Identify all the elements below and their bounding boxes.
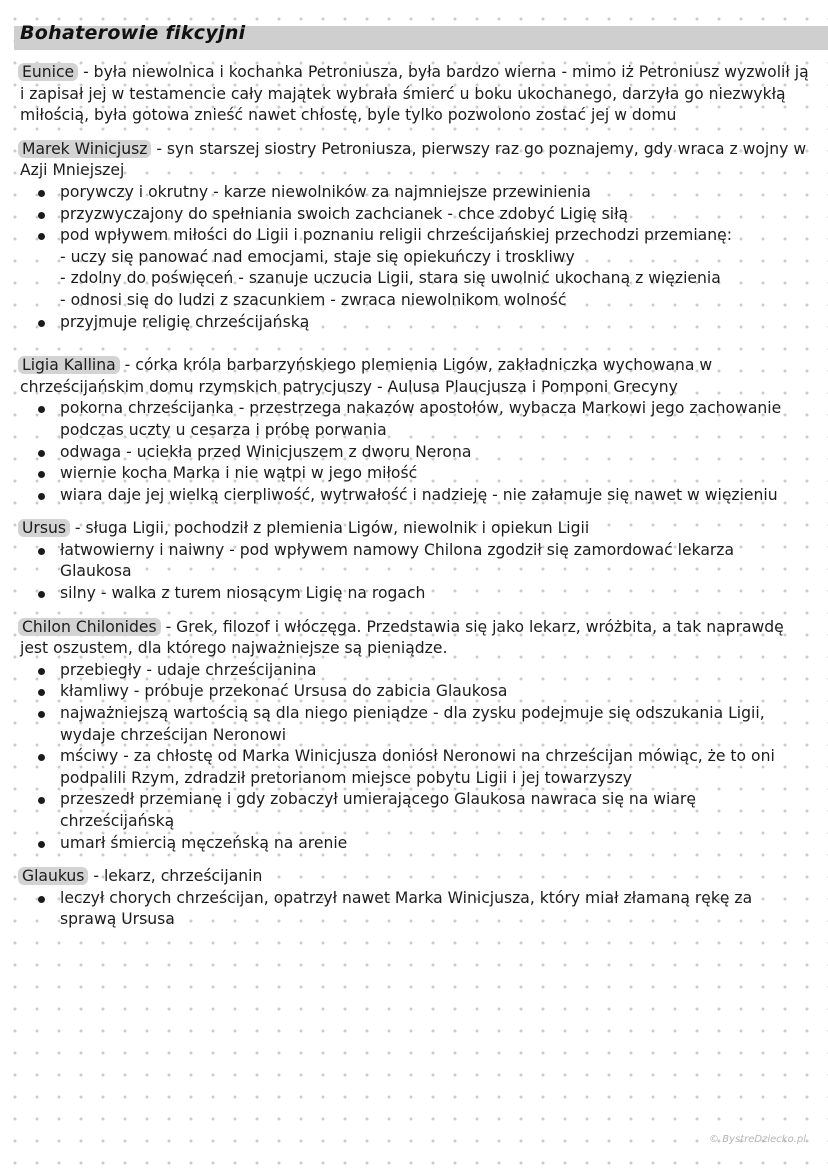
list-item bbox=[60, 225, 810, 311]
list-item: najważniejszą wartością są dla niego pieniądze - dla zysku podejmuje się odszukania Ligii, wydaje chrześcijan Neronowi bbox=[60, 703, 810, 746]
list-item-text: pod wpływem miłości do Ligii i poznaniu religii chrześcijańskiej przechodzi przemianę: bbox=[60, 226, 732, 245]
section-glaukus bbox=[20, 866, 810, 931]
list-item: umarł śmiercią męczeńską na arenie bbox=[60, 833, 810, 855]
list-item: porywczy i okrutny - karze niewolników za najmniejsze przewinienia bbox=[60, 182, 810, 204]
section-marek-winicjusz bbox=[20, 139, 810, 333]
list-item: silny - walka z turem niosącym Ligię na rogach bbox=[60, 583, 810, 605]
trait-list bbox=[20, 398, 810, 506]
list-item: wiernie kocha Marka i nie wątpi w jego miłość bbox=[60, 463, 810, 485]
section-ursus bbox=[20, 518, 810, 604]
character-intro: - lekarz, chrześcijanin bbox=[88, 867, 263, 886]
trait-list bbox=[20, 182, 810, 333]
list-item: przyzwyczajony do spełniania swoich zachcianek - chce zdobyć Ligię siłą bbox=[60, 204, 810, 226]
character-intro: - córka króla barbarzyńskiego plemienia Ligów, zakładniczka wychowana w chrześcijańskim domu rzymskich patrycjuszy - Aulusa Plaucjusza i Pomponi Grecyny bbox=[20, 356, 713, 396]
character-name: Chilon Chilonides bbox=[18, 618, 161, 636]
list-item: przeszedł przemianę i gdy zobaczył umierającego Glaukosa nawraca się na wiarę chrześcijańską bbox=[60, 789, 810, 832]
sub-item: - odnosi się do ludzi z szacunkiem - zwraca niewolnikom wolność bbox=[60, 290, 567, 309]
trait-list bbox=[20, 540, 810, 605]
character-name: Glaukus bbox=[18, 867, 88, 885]
section-ligia-kallina bbox=[20, 355, 810, 506]
list-item: przebiegły - udaje chrześcijanina bbox=[60, 660, 810, 682]
page-title: Bohaterowie fikcyjni bbox=[20, 22, 246, 44]
list-item: mściwy - za chłostę od Marka Winicjusza doniósł Neronowi na chrześcijan mówiąc, że to oni podpalili Rzym, zdradził pretorianom miejsce pobytu Ligii i jej towarzyszy bbox=[60, 746, 810, 789]
character-intro: - była niewolnica i kochanka Petroniusza, była bardzo wierna - mimo iż Petroniusz wyzwolił ją i zapisał jej w testamencie cały majątek wybrała śmierć u boku ukochanego, darzyła go niezwykłą miłością, była gotowa znieść nawet chłostę, byle tylko pozwolono zostać jej w domu bbox=[20, 63, 809, 125]
list-item: wiara daje jej wielką cierpliwość, wytrwałość i nadzieję - nie załamuje się nawet w więzieniu bbox=[60, 485, 810, 507]
copyright-watermark: © BystreDziecko.pl bbox=[709, 1134, 806, 1145]
section-chilon-chilonides bbox=[20, 617, 810, 855]
list-item: odwaga - uciekła przed Winicjuszem z dworu Nerona bbox=[60, 442, 810, 464]
sub-item: - uczy się panować nad emocjami, staje się opiekuńczy i troskliwy bbox=[60, 247, 575, 266]
list-item: kłamliwy - próbuje przekonać Ursusa do zabicia Glaukosa bbox=[60, 681, 810, 703]
character-name: Ursus bbox=[18, 519, 70, 537]
list-item: leczył chorych chrześcijan, opatrzył nawet Marka Winicjusza, który miał złamaną rękę za sprawą Ursusa bbox=[60, 888, 810, 931]
list-item: przyjmuje religię chrześcijańską bbox=[60, 312, 810, 334]
sub-list bbox=[60, 247, 810, 312]
character-name: Ligia Kallina bbox=[18, 356, 120, 374]
sub-item: - zdolny do poświęceń - szanuje uczucia Ligii, stara się uwolnić ukochaną z więzienia bbox=[60, 269, 721, 288]
list-item: pokorna chrześcijanka - przestrzega nakazów apostołów, wybacza Markowi jego zachowanie podczas uczty u cesarza i próbę porwania bbox=[60, 398, 810, 441]
list-item: łatwowierny i naiwny - pod wpływem namowy Chilona zgodził się zamordować lekarza Glaukosa bbox=[60, 540, 810, 583]
character-intro: - sługa Ligii, pochodził z plemienia Ligów, niewolnik i opiekun Ligii bbox=[69, 519, 590, 538]
trait-list bbox=[20, 888, 810, 931]
character-name: Eunice bbox=[18, 63, 78, 81]
character-intro: - Grek, filozof i włóczęga. Przedstawia się jako lekarz, wróżbita, a tak naprawdę jest oszustem, dla którego najważniejsze są pieniądze. bbox=[20, 617, 784, 658]
trait-list bbox=[20, 660, 810, 854]
section-eunice bbox=[20, 62, 810, 127]
character-intro: - syn starszej siostry Petroniusza, pierwszy raz go poznajemy, gdy wraca z wojny w Azji Mniejszej bbox=[20, 139, 807, 180]
content bbox=[20, 62, 810, 943]
character-name: Marek Winicjusz bbox=[18, 140, 151, 158]
